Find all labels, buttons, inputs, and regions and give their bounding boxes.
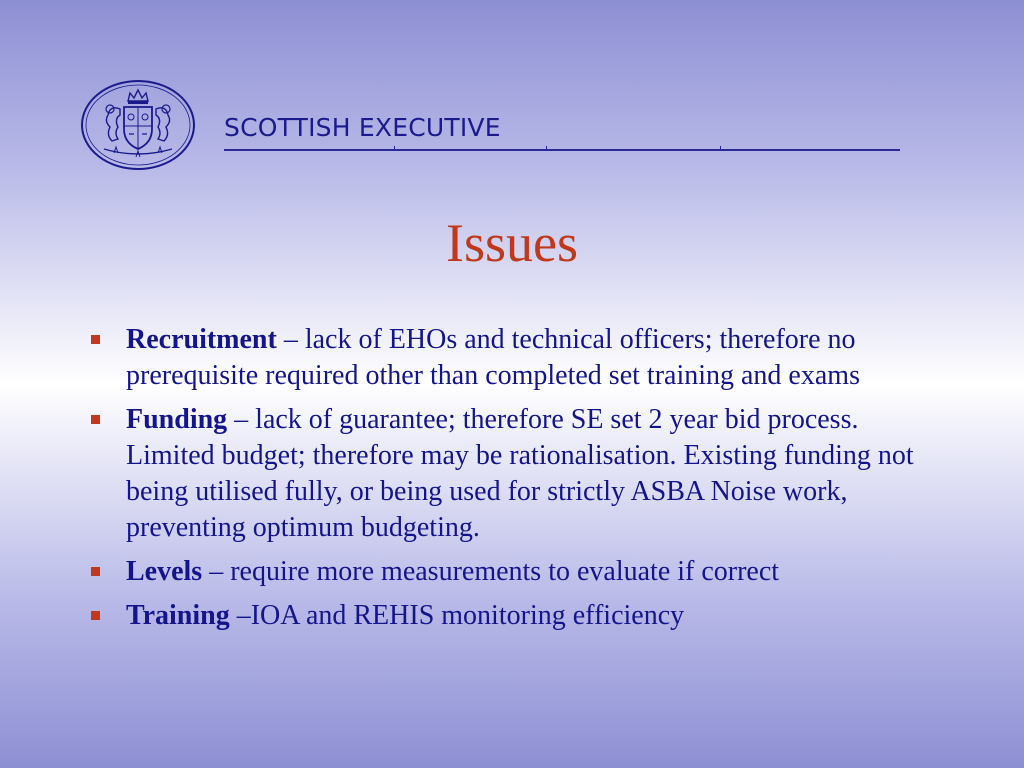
bullet-text: – lack of guarantee; therefore SE set 2 year bid process. Limited budget; therefore may be rationalisation. Existing funding not being utilised fully, or being used for strictly ASBA Noise work, preventing optimum budgeting. [126,404,914,543]
bullet-text: –IOA and REHIS monitoring efficiency [229,600,685,631]
organization-name: SCOTTISH EXECUTIVE [224,113,501,142]
header-rule [224,149,900,151]
square-bullet-icon [91,567,100,576]
square-bullet-icon [91,611,100,620]
crest-icon [80,79,196,171]
bullet-text: – require more measurements to evaluate if correct [202,556,780,587]
bullet-item-funding [90,402,950,546]
bullet-term: Funding [126,404,228,435]
bullet-term: Training [126,600,230,631]
coat-of-arms-logo [80,79,196,171]
bullet-item-recruitment [90,322,950,394]
slide-title: Issues [446,213,578,273]
bullet-term: Levels [126,556,203,587]
bullet-text: – lack of EHOs and technical officers; therefore no prerequisite required other than completed set training and exams [126,324,860,391]
bullet-term: Recruitment [126,324,277,355]
bullet-item-training [90,598,950,634]
square-bullet-icon [91,415,100,424]
bullet-item-levels [90,554,950,590]
square-bullet-icon [91,335,100,344]
bullet-list [90,322,950,642]
